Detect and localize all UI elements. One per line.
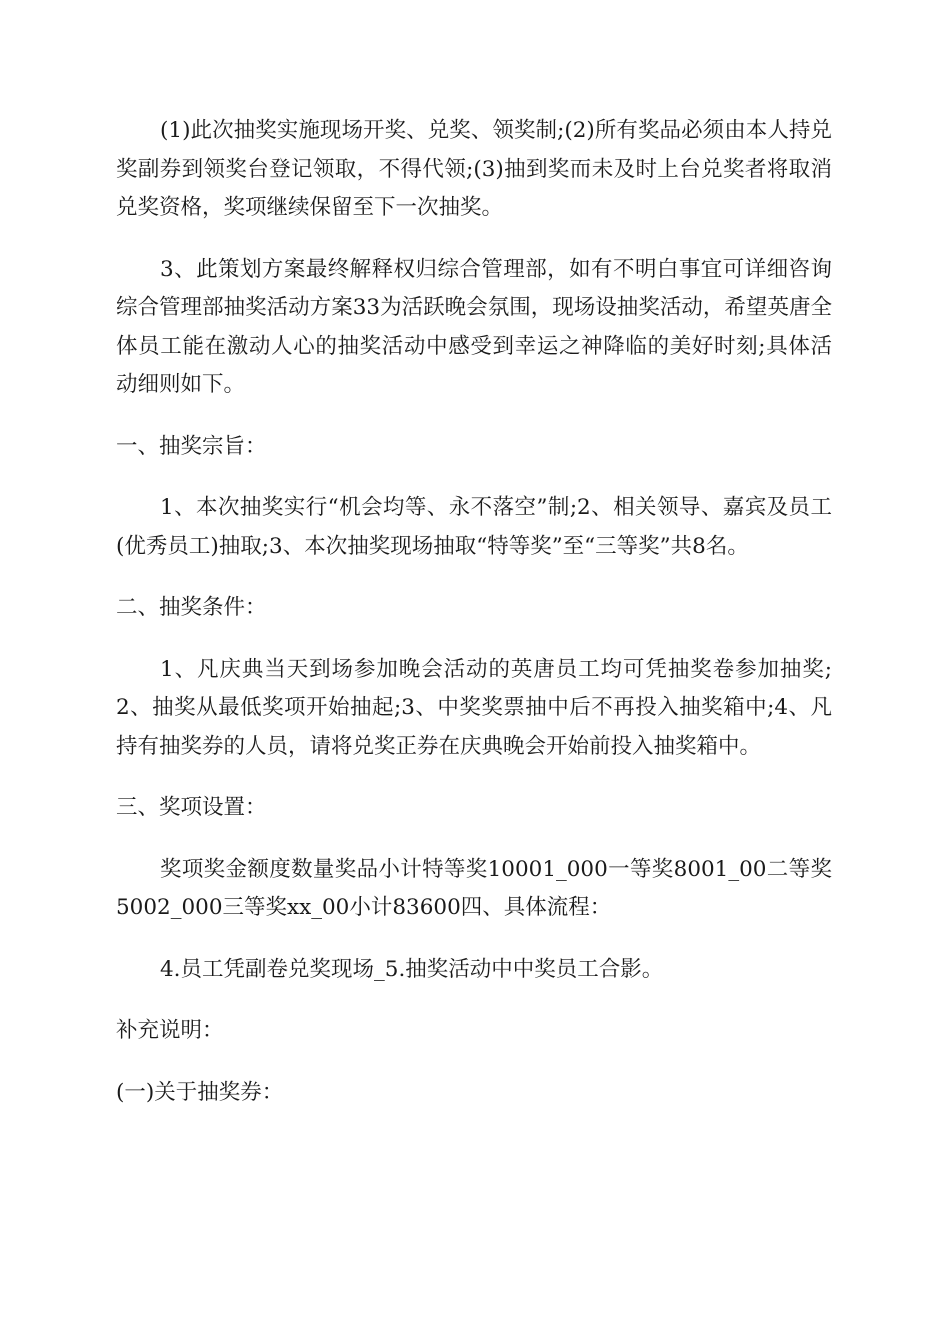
paragraph-purpose: 1、本次抽奖实行“机会均等、永不落空”制;2、相关领导、嘉宾及员工(优秀员工)抽取;3、本次抽奖现场抽取“特等奖”至“三等奖”共8名。: [116, 495, 832, 559]
paragraph-prizes: 奖项奖金额度数量奖品小计特等奖10001_000一等奖8001_00二等奖5002_000三等奖xx_00小计83600四、具体流程：: [116, 856, 832, 920]
heading-ticket: (一)关于抽奖券：: [116, 1079, 284, 1105]
heading-prizes: 三、奖项设置：: [116, 795, 267, 820]
paragraph-conditions: 1、凡庆典当天到场参加晚会活动的英唐员工均可凭抽奖卷参加抽奖;2、抽奖从最低奖项开始抽起;3、中奖奖票抽中后不再投入抽奖箱中;4、凡持有抽奖券的人员，请将兑奖正券在庆典晚会开始前投入抽奖箱中。: [116, 656, 832, 759]
paragraph-process: 4.员工凭副卷兑奖现场_5.抽奖活动中中奖员工合影。: [160, 956, 664, 982]
heading-supplement: 补充说明：: [116, 1018, 224, 1043]
paragraph-interpretation: 3、此策划方案最终解释权归综合管理部，如有不明白事宜可详细咨询综合管理部抽奖活动方案33为活跃晚会氛围，现场设抽奖活动，希望英唐全体员工能在激动人心的抽奖活动中感受到幸运之神降临的美好时刻;具体活动细则如下。: [116, 256, 832, 397]
heading-purpose: 一、抽奖宗旨：: [116, 433, 267, 459]
paragraph-prize-rules: (1)此次抽奖实施现场开奖、兑奖、领奖制;(2)所有奖品必须由本人持兑奖副券到领奖台登记领取，不得代领;(3)抽到奖而未及时上台兑奖者将取消兑奖资格，奖项继续保留至下一次抽奖。: [116, 118, 832, 220]
heading-conditions: 二、抽奖条件：: [116, 595, 267, 620]
